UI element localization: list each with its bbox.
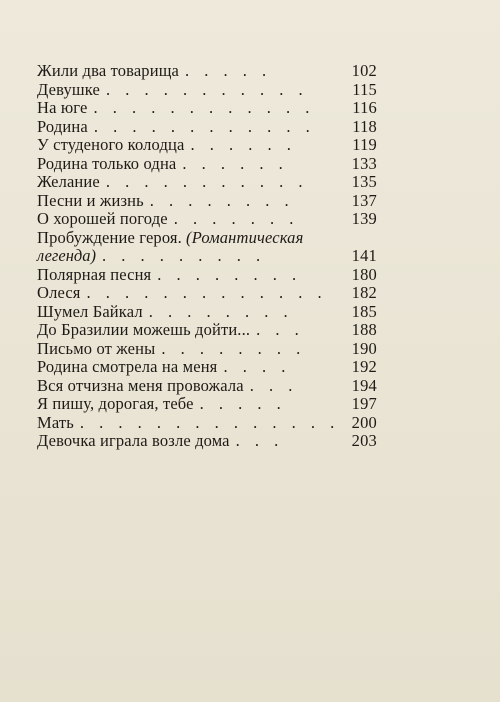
- toc-page-number: 182: [351, 283, 377, 302]
- toc-leader-dots: . . . .: [223, 357, 291, 376]
- toc-entry: [37, 414, 377, 433]
- toc-page-number: 119: [352, 135, 377, 154]
- toc-leader-dots: . . . . . . . . . . .: [105, 79, 309, 99]
- toc-entry: [37, 210, 377, 229]
- toc-entry-title: Олеся: [37, 283, 81, 302]
- toc-entry-title: Девушке: [37, 79, 100, 99]
- toc-entry: [37, 377, 377, 396]
- toc-leader-dots: . . . . . . . . . . . . .: [86, 283, 328, 302]
- toc-entry-title: На юге: [37, 98, 88, 117]
- toc-entry-title: О хорошей погоде: [37, 209, 168, 228]
- toc-leader-dots: . . . . . . . . . . . .: [93, 98, 315, 117]
- toc-page-number: 200: [351, 412, 377, 432]
- toc-entry: [37, 432, 377, 451]
- toc-page-number: 192: [351, 357, 377, 376]
- toc-entry: [37, 81, 377, 100]
- toc-entry: [37, 173, 377, 192]
- toc-entry-title: У студеного колодца: [37, 135, 185, 154]
- toc-entry: [37, 266, 377, 285]
- toc-leader-dots: . . . . . .: [190, 135, 297, 154]
- toc-entry: [37, 340, 377, 359]
- toc-page-number: 194: [351, 375, 377, 395]
- toc-entry-title: Желание: [37, 172, 100, 191]
- toc-page-number: 197: [351, 394, 377, 413]
- toc-entry: [37, 99, 377, 118]
- toc-page-number: 203: [351, 431, 377, 450]
- toc-leader-dots: . . .: [249, 375, 298, 395]
- toc-page-number: 118: [352, 116, 377, 136]
- toc-entry-title: Девочка играла возле дома: [37, 431, 230, 450]
- table-of-contents: [37, 62, 377, 451]
- toc-entry: [37, 321, 377, 340]
- toc-entry-title: Родина смотрела на меня: [37, 357, 218, 376]
- toc-entry-subtitle-continued: легенда): [37, 246, 96, 265]
- toc-entry-title: Вся отчизна меня провожала: [37, 375, 244, 395]
- toc-entry: [37, 284, 377, 303]
- toc-entry-title: До Бразилии можешь дойти...: [37, 320, 251, 339]
- toc-entry: [37, 62, 377, 81]
- toc-entry: [37, 136, 377, 155]
- toc-leader-dots: . . . . . . . . . . . . . .: [79, 412, 340, 432]
- toc-entry: [37, 118, 377, 137]
- toc-leader-dots: . . . . . . . .: [148, 301, 294, 321]
- toc-leader-dots: . . . . . . .: [173, 209, 299, 228]
- toc-page-number: 135: [351, 172, 377, 191]
- toc-page-number: 102: [351, 61, 377, 80]
- toc-leader-dots: . . . . . . . . . . .: [105, 172, 308, 191]
- toc-entry-title: Пробуждение героя.: [37, 227, 182, 247]
- toc-entry-title: Родина только одна: [37, 153, 177, 173]
- toc-entry-title: Мать: [37, 412, 74, 432]
- toc-entry-title: Родина: [37, 116, 88, 136]
- toc-page-number: 141: [351, 246, 377, 265]
- toc-entry: [37, 303, 377, 322]
- toc-page-number: 137: [351, 190, 377, 210]
- toc-entry: [37, 229, 377, 266]
- toc-entry-title: Шумел Байкал: [37, 301, 143, 321]
- toc-entry: [37, 358, 377, 377]
- toc-entry: [37, 155, 377, 174]
- toc-leader-dots: . . . . . . . .: [149, 190, 295, 210]
- toc-entry-title: Жили два товарища: [37, 61, 180, 80]
- toc-entry-title: Песни и жизнь: [37, 190, 144, 210]
- toc-entry-title: Я пишу, дорогая, тебе: [37, 394, 194, 413]
- toc-leader-dots: . . .: [256, 320, 305, 339]
- toc-page-number: 116: [352, 98, 377, 117]
- toc-leader-dots: . . . . . .: [182, 153, 289, 173]
- toc-leader-dots: . . . . . . . . .: [101, 246, 266, 265]
- toc-leader-dots: . . .: [235, 431, 284, 450]
- toc-entry-title: Полярная песня: [37, 264, 152, 284]
- toc-leader-dots: . . . . . . . .: [161, 338, 306, 358]
- toc-leader-dots: . . . . .: [199, 394, 287, 413]
- toc-page-number: 188: [351, 320, 377, 339]
- toc-page-number: 115: [352, 79, 377, 99]
- toc-leader-dots: . . . . .: [185, 61, 272, 80]
- toc-page-number: 133: [351, 153, 377, 173]
- toc-entry-subtitle: (Романтическая: [186, 227, 304, 247]
- toc-leader-dots: . . . . . . . . . . . .: [93, 116, 316, 136]
- toc-page-number: 185: [351, 301, 377, 321]
- toc-page-number: 139: [351, 209, 377, 228]
- toc-page-number: 180: [351, 264, 377, 284]
- toc-leader-dots: . . . . . . . .: [157, 264, 302, 284]
- toc-page-number: 190: [351, 338, 377, 358]
- toc-entry: [37, 192, 377, 211]
- toc-entry-title: Письмо от жены: [37, 338, 156, 358]
- toc-entry: [37, 395, 377, 414]
